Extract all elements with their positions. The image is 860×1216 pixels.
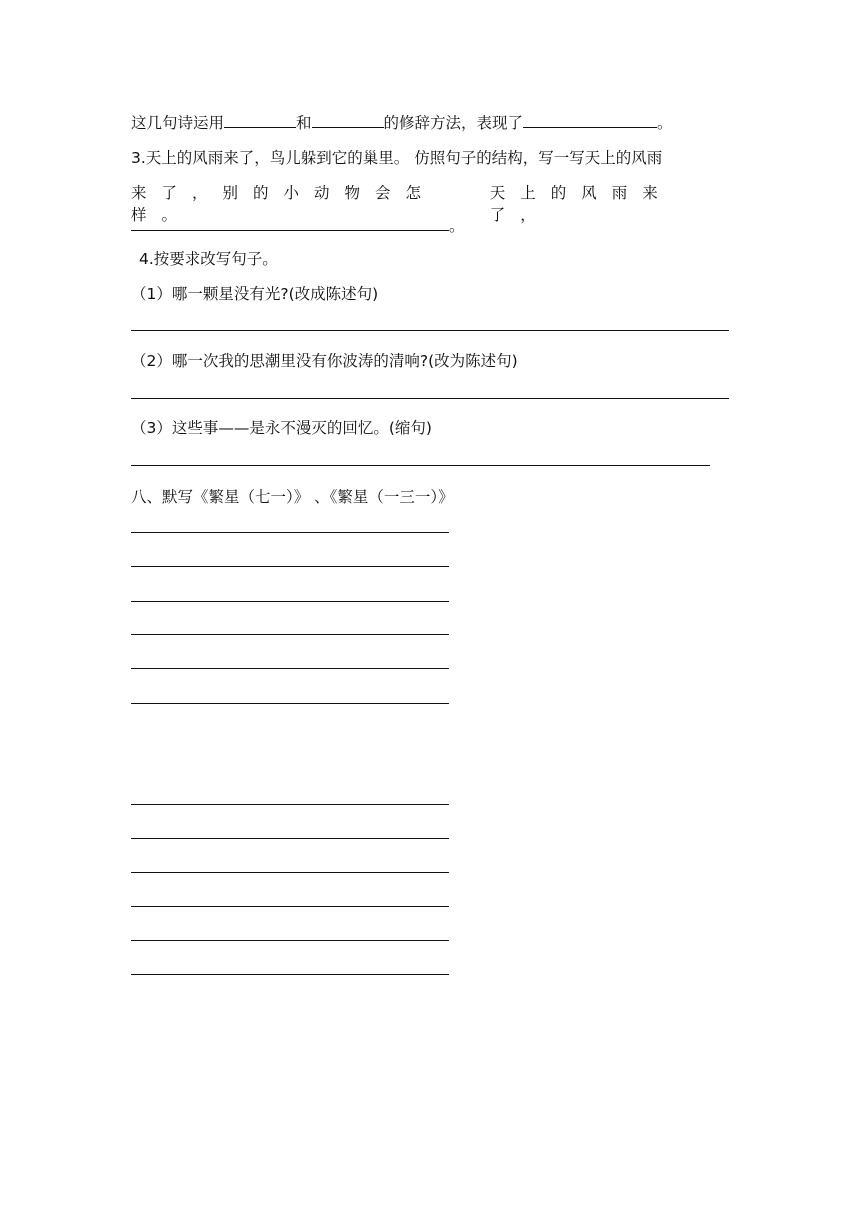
poem-131-line[interactable]: [131, 974, 449, 975]
q4-item-3: （3）这些事——是永不漫灭的回忆。(缩句): [131, 419, 432, 437]
q3-line-1: 3.天上的风雨来了，鸟儿躲到它的巢里。 仿照句子的结构，写一写天上的风雨: [131, 149, 663, 167]
poem-71-line[interactable]: [131, 566, 449, 567]
q4-answer-line-1[interactable]: [131, 330, 729, 331]
poem-71-line[interactable]: [131, 634, 449, 635]
rhetoric-text-3: 的修辞方法，表现了: [383, 114, 524, 132]
q4-item-1: （1）哪一颗星没有光?(改成陈述句): [131, 285, 379, 303]
poem-71-line[interactable]: [131, 703, 449, 704]
poem-131-line[interactable]: [131, 906, 449, 907]
answer-blank-3[interactable]: [523, 112, 657, 128]
q3-period: 。: [449, 217, 465, 235]
q3-line-2-a: 来了，别的小动物会怎样。: [131, 184, 437, 224]
q3-line-3: [131, 214, 465, 236]
rhetoric-question: [131, 111, 673, 133]
poem-131-line[interactable]: [131, 940, 449, 941]
answer-blank-1[interactable]: [224, 112, 296, 128]
rhetoric-text-4: 。: [657, 114, 673, 132]
q4-answer-line-3[interactable]: [131, 465, 710, 466]
q4-answer-line-2[interactable]: [131, 398, 729, 399]
section-8-title: 八、默写《繁星（七一）》 、《繁星（一三一）》: [131, 488, 454, 506]
rhetoric-text-2: 和: [296, 114, 312, 132]
rhetoric-text-1: 这几句诗运用: [131, 114, 225, 132]
q3-line-2-b: 天上的风雨来了，: [489, 184, 673, 224]
poem-131-line[interactable]: [131, 804, 449, 805]
poem-131-line[interactable]: [131, 838, 449, 839]
poem-71-line[interactable]: [131, 532, 449, 533]
answer-blank-2[interactable]: [312, 112, 384, 128]
poem-71-line[interactable]: [131, 668, 449, 669]
q4-title: 4.按要求改写句子。: [139, 250, 278, 268]
q3-answer-blank[interactable]: [131, 215, 449, 231]
q4-item-2: （2）哪一次我的思潮里没有你波涛的清响?(改为陈述句): [131, 352, 518, 370]
poem-131-line[interactable]: [131, 872, 449, 873]
poem-71-line[interactable]: [131, 601, 449, 602]
